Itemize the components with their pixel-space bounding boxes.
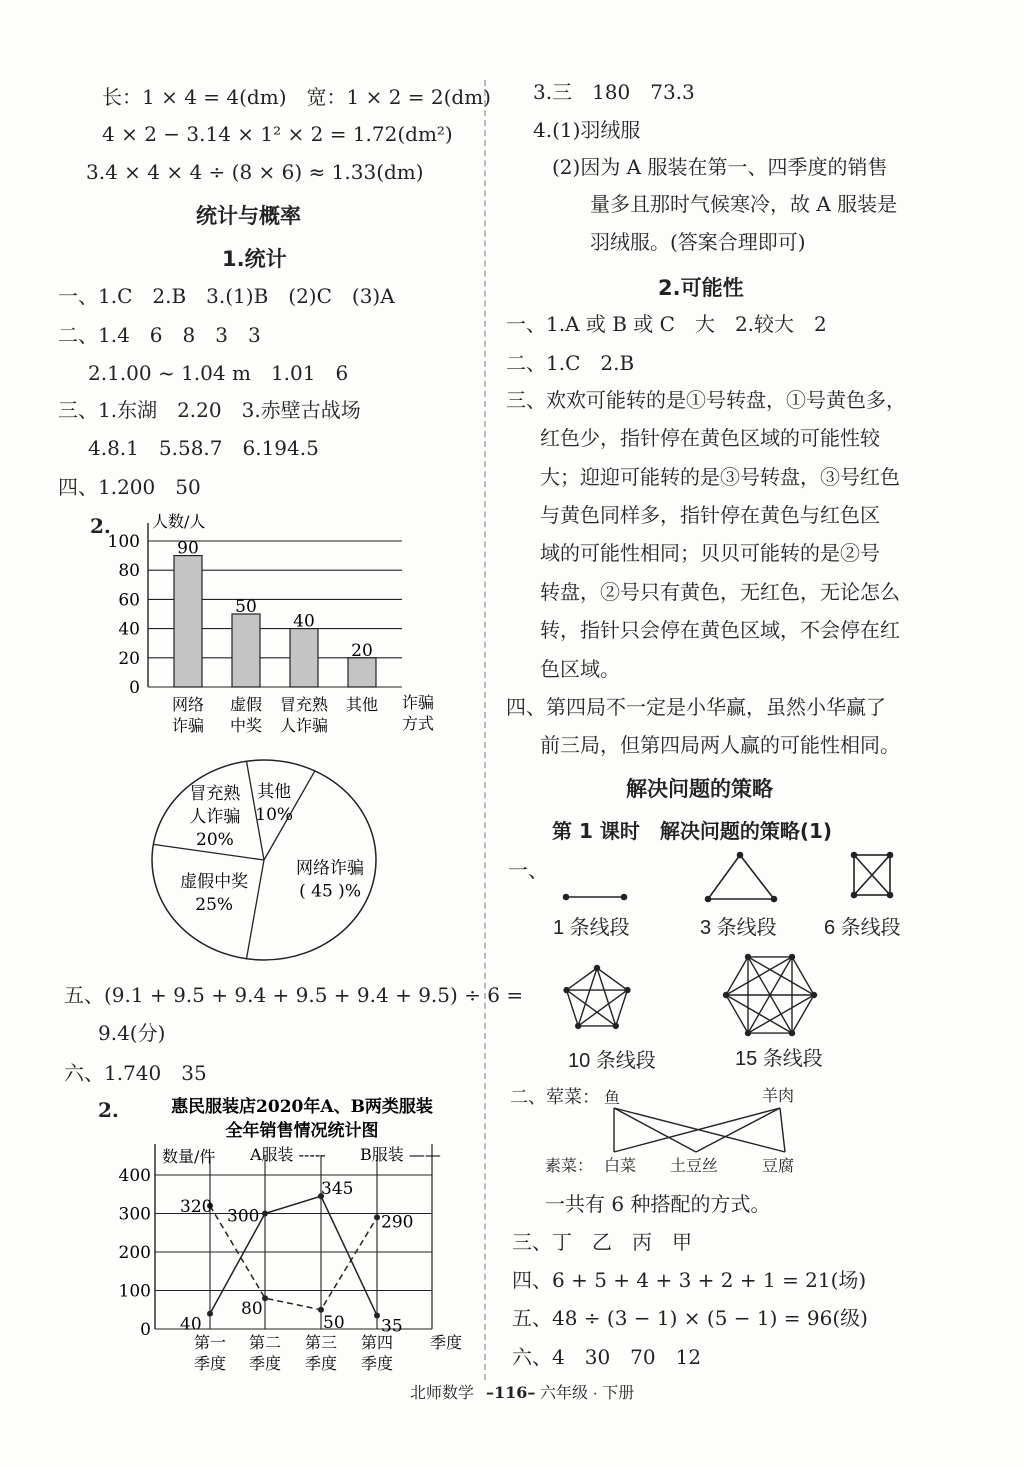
y-axis-label: 人数/人 [152,512,206,531]
y-tick-label: 0 [129,678,140,698]
figure-1-segment [564,895,627,900]
figure-6-segments [852,853,893,898]
pie-slice-label: 冒充熟 [189,784,241,805]
data-point [262,1211,268,1217]
meat-label: 二、荤菜： [510,1087,600,1108]
x-tick-label: 中奖 [229,716,263,735]
data-point [374,1313,380,1319]
legend-a: A服装 ----- [250,1145,326,1164]
y-tick-label: 80 [118,561,140,582]
bar [174,556,202,687]
bar-value-label: 90 [177,538,199,559]
segment-figures [540,845,920,1045]
bar-value-label: 20 [351,640,373,661]
point-value-label: 35 [381,1316,403,1337]
figure-3-segments [706,853,777,902]
y-tick-label: 100 [107,532,140,552]
p3-line: 三、欢欢可能转的是①号转盘，①号黄色多， [506,388,906,412]
x-tick-label: 第二 [248,1333,282,1352]
figure-10-segments [564,966,630,1029]
p3-line: 与黄色同样多，指针停在黄色与红色区 [540,503,880,527]
s3-answer: 三、丁 乙 丙 甲 [512,1230,692,1254]
bar [232,614,260,687]
p3-line: 域的可能性相同；贝贝可能转的是②号 [540,541,880,565]
bar-value-label: 50 [235,597,257,617]
r-line-3: (2)因为 A 服装在第一、四季度的销售 [552,155,888,179]
pairing-lines [600,1100,820,1160]
q6-2-label: 2. [98,1098,119,1122]
s4-answer: 四、6 + 5 + 4 + 3 + 2 + 1 = 21(场) [512,1268,867,1292]
point-value-label: 320 [180,1196,213,1217]
x-tick-label: 第三 [304,1333,338,1352]
segment-label: 15 条线段 [735,1048,823,1070]
q4-answers: 四、1.200 50 [58,475,201,499]
p-line-2: 二、1.C 2.B [506,351,635,375]
r-line-1: 3.三 180 73.3 [533,80,695,104]
meat-item: 羊肉 [762,1086,795,1105]
point-value-label: 50 [323,1312,345,1333]
q2-answers-b: 2.1.00 ~ 1.04 m 1.01 6 [88,361,349,385]
pie-slice-label: 虚假中奖 [180,871,249,892]
data-point [374,1214,380,1220]
q1-answers: 一、1.C 2.B 3.(1)B (2)C (3)A [58,284,395,308]
p-line-1: 一、1.A 或 B 或 C 大 2.较大 2 [506,312,827,336]
veg-label: 素菜： [545,1156,594,1175]
bar [290,629,318,687]
p3-line: 色区域。 [540,657,620,681]
r-line-4: 量多且那时气候寒冷，故 A 服装是 [590,192,898,216]
legend-b: B服装 —— [360,1145,441,1164]
segment-label: 6 条线段 [824,917,901,939]
x-tick-label: 第四 [360,1333,394,1352]
veg-item: 土豆丝 [670,1156,719,1175]
segment-label: 1 条线段 [553,917,630,939]
data-point [262,1295,268,1301]
y-tick-label: 60 [118,590,140,611]
q3-answers-b: 4.8.1 5.58.7 6.194.5 [88,436,319,460]
veg-item: 豆腐 [762,1156,795,1175]
footer-subject: 北师数学 [410,1385,475,1402]
x-tick-label: 季度 [360,1354,394,1373]
point-value-label: 40 [180,1314,202,1335]
bar-chart [100,505,460,745]
data-point [207,1311,213,1317]
y-tick-label: 300 [118,1204,151,1225]
pie-slice-label: 10% [255,805,294,826]
figure-15-segments [724,954,817,1035]
bar [348,658,376,687]
section-title: 统计与概率 [196,204,301,228]
s2-result: 一共有 6 种搭配的方式。 [545,1192,771,1216]
lesson-title: 第 1 课时 解决问题的策略(1) [552,819,833,843]
y-tick-label: 20 [118,648,140,669]
x-tick-label: 诈骗 [171,716,205,735]
q3-answers-a: 三、1.东湖 2.20 3.赤壁古战场 [58,398,361,422]
r-line-5: 羽绒服。(答案合理即可) [590,230,806,254]
q4-2-label: 2. [90,514,111,538]
x-tick-label: 第一 [193,1333,227,1352]
footer-grade: 六年级 · 下册 [540,1385,635,1402]
pie-slice-label: 人诈骗 [189,807,241,828]
p3-line: 大；迎迎可能转的是③号转盘，③号红色 [540,465,900,489]
x-tick-label: 季度 [193,1354,227,1373]
footer-page: –116– [486,1383,536,1402]
x-tick-label: 虚假 [229,695,263,714]
p3-line: 转，指针只会停在黄色区域，不会停在红 [540,618,900,642]
x-tick-label: 季度 [248,1354,282,1373]
answer-line-3: 3.4 × 4 × 4 ÷ (8 × 6) ≈ 1.33(dm) [86,160,424,184]
r-line-2: 4.(1)羽绒服 [533,118,641,142]
pie-slice-label: 网络诈骗 [296,858,365,879]
y-tick-label: 200 [118,1243,151,1263]
x-axis-label: 季度 [429,1333,463,1352]
bar-value-label: 40 [293,611,315,632]
s5-answer: 五、48 ÷ (3 − 1) × (5 − 1) = 96(级) [512,1306,868,1330]
possibility-title: 2.可能性 [658,276,744,300]
y-tick-label: 400 [118,1166,151,1186]
column-divider [484,80,486,1380]
veg-item: 白菜 [604,1156,637,1175]
answer-line-1: 长：1 × 4 = 4(dm) 宽：1 × 2 = 2(dm) [102,85,491,109]
x-tick-label: 其他 [345,695,379,714]
line-chart [100,1092,480,1382]
x-axis-label: 方式 [401,714,435,733]
s6-answer: 六、4 30 70 12 [512,1345,702,1369]
x-tick-label: 冒充熟 [279,695,329,714]
point-value-label: 290 [381,1212,414,1233]
segment-label: 3 条线段 [700,917,777,939]
x-tick-label: 网络 [171,695,205,714]
pie-slice-label: 25% [195,894,234,915]
y-tick-label: 0 [140,1320,151,1340]
pie-slice-label: 其他 [257,782,292,803]
pie-slice-label: ( 45 )% [299,881,361,902]
p3-line: 转盘，②号只有黄色，无红色，无论怎么 [540,580,900,604]
pie-slice-label: 20% [196,830,234,851]
p4-line: 前三局，但第四局两人赢的可能性相同。 [540,733,900,757]
segment-label: 10 条线段 [568,1050,656,1072]
y-tick-label: 40 [118,619,140,640]
s1-label: 一、 [508,858,548,882]
q5-answer-b: 9.4(分) [98,1021,166,1045]
q5-answer-a: 五、(9.1 + 9.5 + 9.4 + 9.5 + 9.4 + 9.5) ÷ 6 = [64,983,524,1007]
point-value-label: 300 [227,1206,260,1227]
pie-slice-edge [246,860,264,959]
sub-title: 1.统计 [222,247,287,271]
x-axis-label: 诈骗 [401,693,435,712]
pie-chart [150,755,390,970]
chart-title: 惠民服装店2020年A、B两类服装 [171,1097,433,1117]
chart-subtitle: 全年销售情况统计图 [225,1121,379,1141]
answer-line-2: 4 × 2 − 3.14 × 1² × 2 = 1.72(dm²) [102,122,453,146]
q6-answers: 六、1.740 35 [64,1061,207,1085]
q2-answers-a: 二、1.4 6 8 3 3 [58,323,261,347]
y-tick-label: 100 [118,1281,151,1302]
strategy-title: 解决问题的策略 [626,777,773,801]
x-tick-label: 人诈骗 [279,716,329,735]
x-tick-label: 季度 [304,1354,338,1373]
meat-item: 鱼 [604,1088,621,1107]
p4-line: 四、第四局不一定是小华赢，虽然小华赢了 [506,695,886,719]
point-value-label: 80 [241,1299,263,1320]
p3-line: 红色少，指针停在黄色区域的可能性较 [540,426,880,450]
point-value-label: 345 [321,1179,354,1200]
y-axis-label: 数量/件 [162,1147,216,1166]
